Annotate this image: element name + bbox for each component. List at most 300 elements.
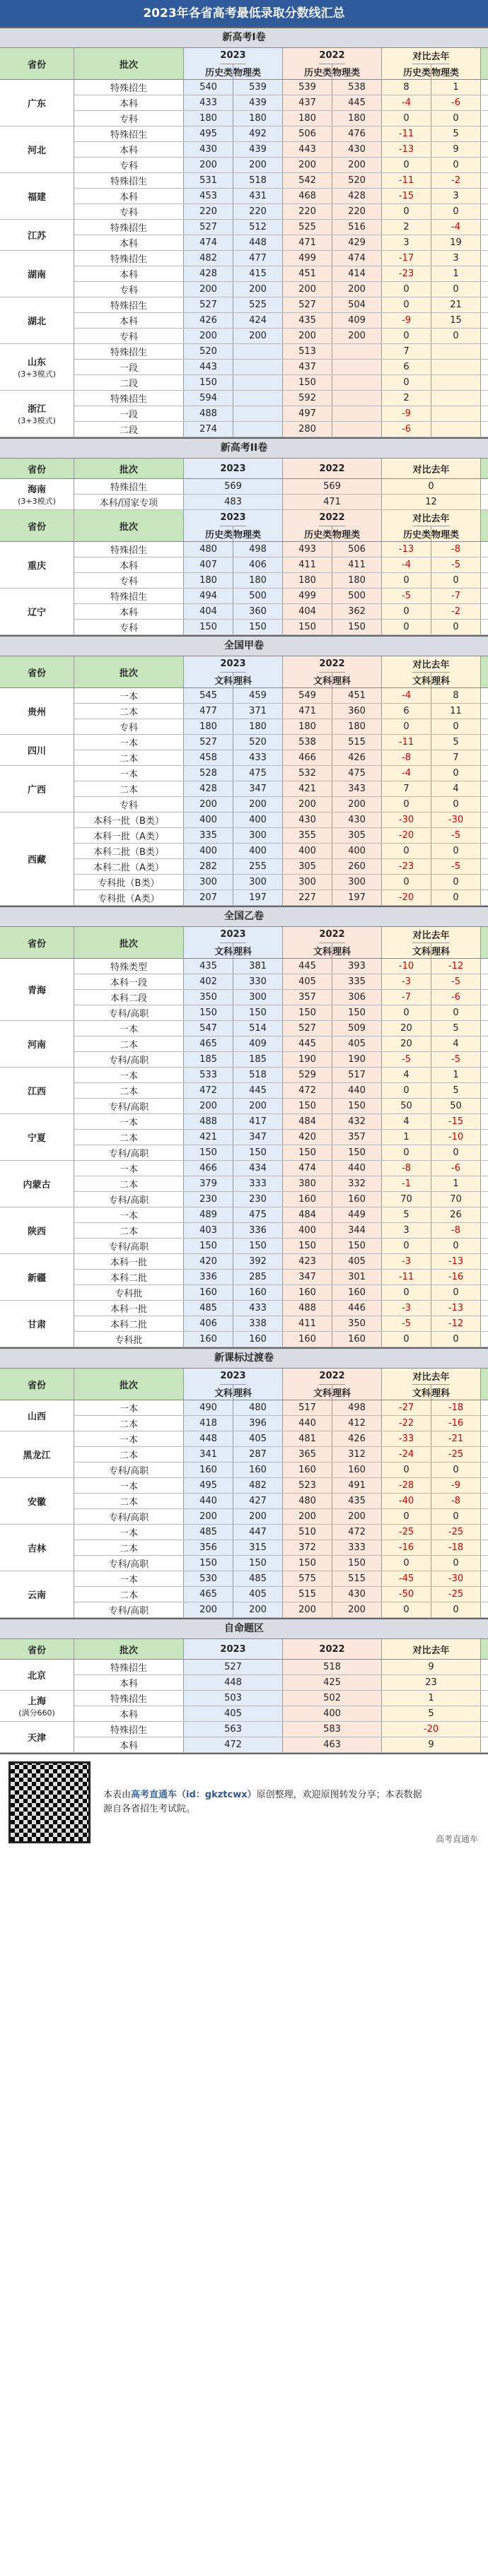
header-diff-subrow: [412, 943, 450, 959]
diff-cell: 4: [382, 1068, 431, 1082]
score-cell: 500: [332, 589, 382, 603]
province-rows: [74, 589, 488, 635]
score-cell: 429: [332, 235, 382, 250]
score-cell: 432: [332, 1114, 382, 1129]
score-cell: 180: [283, 111, 332, 126]
score-cell: 180: [233, 573, 283, 588]
table-row: [74, 557, 488, 573]
diff-cell: -11: [382, 735, 431, 750]
diff-cell: -25: [431, 1525, 481, 1540]
score-cell: 428: [184, 266, 233, 281]
score-cell: 515: [283, 1587, 332, 1602]
score-cell: 362: [332, 604, 382, 619]
score-cell: 160: [184, 1285, 233, 1300]
score-cell: 499: [283, 251, 332, 266]
score-cell: 300: [283, 875, 332, 890]
score-cell: 527: [184, 297, 233, 312]
score-cell: 451: [283, 266, 332, 281]
diff-cell: [431, 375, 481, 390]
header-sub-1: 历史类: [403, 64, 431, 80]
province-cell: [0, 1161, 74, 1207]
province-cell: [0, 542, 74, 589]
diff-cell: -6: [431, 990, 481, 1005]
score-cell: 180: [332, 573, 382, 588]
diff-cell: 0: [431, 766, 481, 781]
header-sub-1: 文科: [412, 673, 431, 688]
score-cell: 520: [233, 735, 283, 750]
score-cell: 200: [332, 797, 382, 812]
score-cell: 475: [233, 766, 283, 781]
score-cell: 350: [332, 1316, 382, 1331]
diff-cell: 1: [431, 1176, 481, 1191]
score-cell: 392: [233, 1254, 283, 1269]
batch-cell: 特殊招生: [74, 251, 184, 266]
score-cell: 306: [332, 990, 382, 1005]
diff-cell: -50: [382, 1587, 431, 1602]
score-cell: 160: [184, 1332, 233, 1347]
diff-cell: 0: [431, 329, 481, 343]
province-name: 山西: [27, 1412, 46, 1422]
score-cell: 425: [283, 1675, 382, 1690]
score-cell: 433: [184, 95, 233, 110]
score-cell: 379: [184, 1176, 233, 1191]
score-cell: 312: [332, 1447, 382, 1462]
diff-cell: -10: [431, 1130, 481, 1145]
batch-cell: 二本: [74, 1416, 184, 1431]
table-row: [74, 1316, 488, 1332]
province-rows: [74, 813, 488, 906]
table-row: [74, 1509, 488, 1525]
province-rows: [74, 251, 488, 297]
province-name: 辽宁: [27, 608, 46, 618]
score-cell: 465: [184, 1036, 233, 1051]
batch-cell: 本科: [74, 1737, 184, 1752]
province-rows: [74, 1431, 488, 1478]
score-cell: 527: [184, 1660, 283, 1674]
score-cell: 336: [184, 1270, 233, 1284]
table-row: [74, 1722, 488, 1737]
score-cell: 404: [184, 604, 233, 619]
score-cell: 180: [233, 111, 283, 126]
score-cell: 488: [184, 1114, 233, 1129]
province-cell: [0, 1571, 74, 1618]
score-cell: 150: [184, 1145, 233, 1160]
score-cell: 330: [233, 974, 283, 989]
table-row: [74, 859, 488, 875]
table-row: [74, 1254, 488, 1270]
table-row: [74, 220, 488, 235]
score-cell: 405: [233, 1587, 283, 1602]
footer-line1-post: 原创整理，欢迎原图转发分享；本表数据: [256, 1790, 422, 1800]
header-y2023-subrow: [205, 64, 261, 80]
diff-cell: -5: [431, 828, 481, 843]
score-cell: 485: [233, 1571, 283, 1586]
score-cell: 411: [283, 1316, 332, 1331]
score-cell: 150: [233, 1005, 283, 1020]
batch-cell: 本科: [74, 266, 184, 281]
province-rows: [74, 1400, 488, 1431]
table-row: [74, 1068, 488, 1083]
header-batch: 批次: [74, 510, 184, 541]
batch-cell: 特殊类型: [74, 959, 184, 974]
score-cell: 484: [283, 1114, 332, 1129]
score-cell: 344: [332, 1223, 382, 1238]
score-cell: 400: [332, 844, 382, 858]
score-cell: 517: [283, 1400, 332, 1415]
diff-cell: -3: [382, 974, 431, 989]
batch-cell: 一本: [74, 735, 184, 750]
score-cell: 160: [283, 1332, 332, 1347]
diff-cell: -3: [382, 1301, 431, 1316]
diff-cell: 0: [431, 875, 481, 890]
score-cell: 503: [184, 1691, 283, 1706]
header-y2023-label: 2023: [220, 48, 245, 64]
header-sub-1: 文科: [214, 673, 233, 688]
table-row: [74, 719, 488, 735]
batch-cell: 本科二段: [74, 990, 184, 1005]
diff-cell: 3: [431, 189, 481, 203]
score-cell: 285: [233, 1270, 283, 1284]
diff-cell: -24: [382, 1447, 431, 1462]
score-cell: 500: [233, 589, 283, 603]
diff-cell: -25: [382, 1525, 431, 1540]
score-cell: 428: [184, 781, 233, 796]
province-group: [0, 1301, 488, 1347]
score-cell: 200: [184, 1602, 233, 1617]
score-cell: 477: [233, 251, 283, 266]
table-row: [74, 189, 488, 204]
province-group: [0, 220, 488, 251]
table-row: [74, 890, 488, 906]
province-cell: [0, 1021, 74, 1068]
score-cell: 426: [184, 313, 233, 328]
province-cell: [0, 391, 74, 437]
score-cell: 160: [233, 1332, 283, 1347]
province-rows: [74, 344, 488, 391]
province-rows: [74, 479, 488, 510]
score-cell: 160: [283, 1285, 332, 1300]
score-cell: 480: [283, 1494, 332, 1508]
header-sub-2: 理科: [233, 675, 252, 687]
table-row: [74, 142, 488, 158]
header-y2022-label: 2022: [319, 1643, 345, 1655]
score-cell: 466: [184, 1161, 233, 1176]
table-row: [74, 1005, 488, 1021]
diff-cell: 0: [431, 1602, 481, 1617]
score-cell: 427: [233, 1494, 283, 1508]
batch-cell: 本科二批（B类）: [74, 844, 184, 858]
score-cell: 448: [184, 1431, 233, 1446]
province-name: 海南: [27, 485, 46, 495]
diff-cell: -17: [382, 251, 431, 266]
diff-cell: 1: [382, 1691, 481, 1706]
batch-cell: 特殊招生: [74, 542, 184, 557]
batch-cell: 一本: [74, 766, 184, 781]
province-rows: [74, 1571, 488, 1618]
province-cell: [0, 1254, 74, 1301]
header-province: 省份: [0, 656, 74, 687]
diff-cell: 2: [382, 391, 431, 406]
province-name: 云南: [27, 1590, 46, 1601]
batch-cell: 本科: [74, 235, 184, 250]
header-diff-subrow: [412, 673, 450, 688]
score-cell: 443: [184, 360, 233, 374]
batch-cell: 专科/高职: [74, 1509, 184, 1524]
score-cell: 400: [283, 844, 332, 858]
province-group: [0, 1691, 488, 1722]
table-row: [74, 990, 488, 1005]
score-cell: 418: [184, 1416, 233, 1431]
footer-signature: 高考直通车: [435, 1834, 478, 1844]
province-group: [0, 391, 488, 437]
table-row: [74, 1176, 488, 1192]
province-group: [0, 1660, 488, 1691]
province-group: [0, 589, 488, 635]
score-cell: [332, 344, 382, 359]
header-diff: [382, 510, 481, 541]
diff-cell: 70: [431, 1192, 481, 1207]
score-cell: 371: [233, 704, 283, 719]
table-row: [74, 1114, 488, 1130]
diff-cell: -8: [431, 1494, 481, 1508]
score-cell: 446: [332, 1301, 382, 1316]
score-cell: 150: [332, 1099, 382, 1113]
score-cell: 150: [184, 1239, 233, 1253]
diff-cell: 0: [431, 1463, 481, 1477]
diff-cell: 0: [382, 1005, 431, 1020]
score-cell: 471: [283, 495, 382, 509]
header-sub-1: 文科: [412, 1385, 431, 1400]
table-row: [74, 95, 488, 111]
score-cell: 485: [184, 1301, 233, 1316]
diff-cell: 0: [382, 1556, 431, 1571]
header-y2023-label: 2023: [220, 927, 245, 943]
province-note: (满分660): [18, 1708, 55, 1718]
diff-cell: 0: [431, 204, 481, 219]
score-cell: 200: [233, 282, 283, 297]
diff-cell: [431, 391, 481, 406]
diff-cell: 0: [431, 1556, 481, 1571]
province-group: [0, 1068, 488, 1114]
province-rows: [74, 766, 488, 813]
header-sub-2: 理科: [233, 946, 252, 957]
header-diff: [382, 927, 481, 958]
header-sub-2: 物理类: [332, 529, 361, 540]
score-cell: 365: [283, 1447, 332, 1462]
table-row: [74, 1021, 488, 1036]
batch-cell: 二本: [74, 1447, 184, 1462]
province-rows: [74, 542, 488, 589]
score-cell: 493: [283, 542, 332, 557]
diff-cell: 50: [382, 1099, 431, 1113]
table-header: [0, 459, 488, 479]
province-name: 黑龙江: [23, 1451, 51, 1461]
province-note: (3+3模式): [18, 416, 56, 425]
score-cell: 200: [283, 158, 332, 172]
score-cell: 477: [184, 704, 233, 719]
footer-brand: 高考直通车（id：gkztcwx）: [131, 1790, 257, 1800]
diff-cell: 5: [382, 1706, 481, 1721]
diff-cell: 21: [431, 297, 481, 312]
diff-cell: 0: [431, 1509, 481, 1524]
score-cell: 481: [283, 1431, 332, 1446]
header-y2023-label: 2023: [220, 1643, 246, 1655]
batch-cell: 专科: [74, 282, 184, 297]
table-row: [74, 1145, 488, 1161]
table-row: [74, 479, 488, 495]
diff-cell: 9: [382, 1660, 481, 1674]
province-cell: [0, 1691, 74, 1722]
batch-cell: 本科: [74, 557, 184, 572]
score-cell: 360: [233, 604, 283, 619]
diff-cell: -4: [382, 766, 431, 781]
score-cell: 200: [233, 1602, 283, 1617]
score-cell: 495: [184, 1478, 233, 1493]
diff-cell: -12: [431, 1316, 481, 1331]
score-cell: 150: [184, 1556, 233, 1571]
diff-cell: -18: [431, 1540, 481, 1555]
header-diff: [382, 1639, 481, 1659]
diff-cell: -2: [431, 604, 481, 619]
score-cell: 230: [184, 1192, 233, 1207]
province-name: 上海: [27, 1696, 46, 1707]
score-cell: 227: [283, 890, 332, 905]
table-row: [74, 766, 488, 781]
province-name: 新疆: [27, 1273, 46, 1284]
header-batch: 批次: [74, 927, 184, 958]
header-sub-1: 历史类: [304, 526, 332, 542]
batch-cell: 本科二批: [74, 1270, 184, 1284]
batch-cell: 一本: [74, 1207, 184, 1222]
score-cell: 407: [184, 557, 233, 572]
diff-cell: -8: [431, 1223, 481, 1238]
score-cell: 220: [283, 204, 332, 219]
score-cell: 409: [332, 313, 382, 328]
table-row: [74, 1737, 488, 1753]
score-cell: 527: [184, 220, 233, 235]
diff-cell: 1: [382, 1130, 431, 1145]
page-title: 2023年各省高考最低录取分数线汇总: [0, 0, 488, 27]
score-cell: 150: [332, 620, 382, 634]
score-cell: 449: [332, 1207, 382, 1222]
score-cell: 332: [332, 1176, 382, 1191]
table-row: [74, 573, 488, 589]
diff-cell: 0: [382, 719, 431, 734]
diff-cell: -13: [382, 142, 431, 157]
batch-cell: 一本: [74, 688, 184, 703]
diff-cell: 6: [382, 704, 431, 719]
score-cell: 453: [184, 189, 233, 203]
province-group: [0, 1161, 488, 1207]
header-diff-label: 对比去年: [412, 1645, 450, 1656]
batch-cell: 一本: [74, 1400, 184, 1415]
diff-cell: 0: [382, 1083, 431, 1098]
score-cell: 150: [233, 620, 283, 634]
score-cell: 439: [233, 95, 283, 110]
score-cell: 160: [332, 1332, 382, 1347]
score-cell: 336: [233, 1223, 283, 1238]
diff-cell: 0: [431, 158, 481, 172]
header-y2023: [184, 48, 283, 79]
province-rows: [74, 959, 488, 1021]
header-diff: [382, 1369, 481, 1400]
score-cell: 435: [283, 313, 332, 328]
score-cell: 180: [184, 573, 233, 588]
diff-cell: 0: [431, 111, 481, 126]
score-cell: 207: [184, 890, 233, 905]
table-row: [74, 1706, 488, 1722]
header-sub-2: 理科: [431, 675, 451, 687]
province-cell: [0, 126, 74, 173]
header-province: 省份: [0, 1639, 74, 1659]
diff-cell: 0: [382, 158, 431, 172]
score-cell: 482: [233, 1478, 283, 1493]
diff-cell: -8: [431, 542, 481, 557]
province-name: 广东: [27, 99, 46, 110]
score-cell: 150: [332, 1239, 382, 1253]
header-diff: [382, 656, 481, 687]
score-cell: 472: [184, 1083, 233, 1098]
province-cell: [0, 344, 74, 391]
score-cell: 569: [184, 479, 283, 494]
batch-cell: 二本: [74, 1036, 184, 1051]
table-row: [74, 1675, 488, 1691]
section-title: 新课标过渡卷: [0, 1347, 488, 1369]
score-cell: 439: [233, 142, 283, 157]
batch-cell: 专科/高职: [74, 1239, 184, 1253]
diff-cell: 0: [382, 111, 431, 126]
score-cell: 150: [283, 1556, 332, 1571]
diff-cell: 70: [382, 1192, 431, 1207]
province-cell: [0, 297, 74, 344]
header-y2022-subrow: [304, 64, 360, 80]
header-sub-1: 文科: [313, 943, 332, 959]
diff-cell: 0: [382, 1285, 431, 1300]
score-cell: 381: [233, 959, 283, 974]
score-cell: 150: [332, 1005, 382, 1020]
score-cell: 405: [233, 1431, 283, 1446]
score-cell: 447: [233, 1525, 283, 1540]
score-cell: 338: [233, 1316, 283, 1331]
header-province: 省份: [0, 48, 74, 79]
batch-cell: 本科一批（A类）: [74, 828, 184, 843]
table-row: [74, 1587, 488, 1602]
table-row: [74, 1660, 488, 1675]
batch-cell: 专科批（A类）: [74, 890, 184, 905]
score-cell: 355: [283, 828, 332, 843]
header-diff-subrow: [412, 1385, 450, 1400]
diff-cell: 6: [382, 360, 431, 374]
header-y2022-label: 2022: [319, 463, 345, 474]
batch-cell: 二本: [74, 1176, 184, 1191]
score-cell: 538: [283, 735, 332, 750]
score-cell: 335: [332, 974, 382, 989]
province-group: [0, 1431, 488, 1478]
score-cell: 150: [283, 1005, 332, 1020]
batch-cell: 专科: [74, 111, 184, 126]
batch-cell: 专科/高职: [74, 1192, 184, 1207]
province-group: [0, 80, 488, 126]
header-sub-1: 文科: [412, 943, 431, 959]
batch-cell: 专科/高职: [74, 1099, 184, 1113]
diff-cell: 2: [382, 220, 431, 235]
diff-cell: 0: [382, 1332, 431, 1347]
score-cell: 190: [283, 1052, 332, 1067]
header-y2022-label: 2022: [319, 510, 344, 526]
diff-cell: -5: [382, 589, 431, 603]
table-row: [74, 391, 488, 406]
table-header: [0, 1639, 488, 1660]
